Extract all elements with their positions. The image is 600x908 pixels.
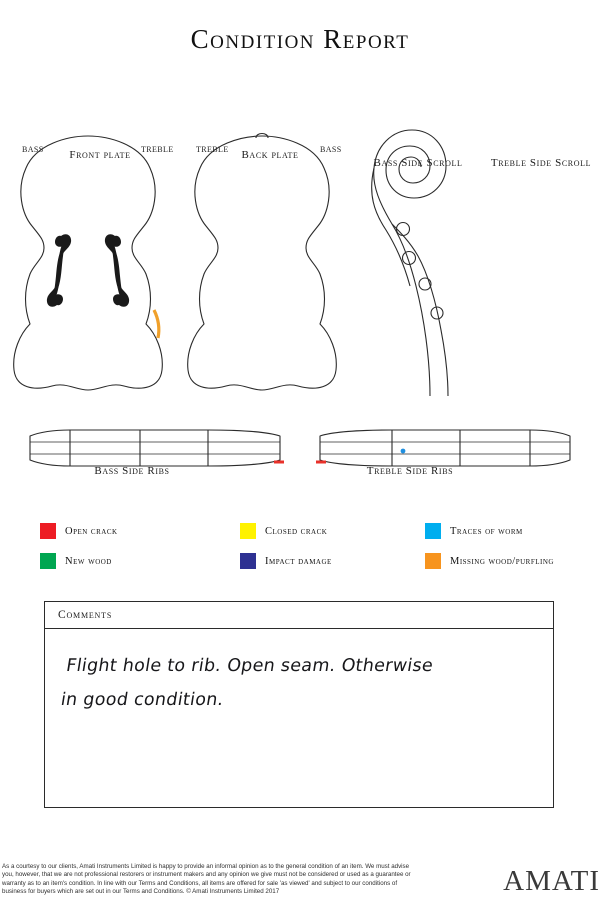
front-plate-f-holes	[47, 234, 129, 307]
impact-damage-label: Impact damage	[265, 555, 332, 567]
comments-body[interactable]	[45, 629, 553, 737]
legend-item-traces-of-worm	[425, 523, 585, 539]
traces-of-worm-swatch	[425, 523, 441, 539]
front-plate-missing-wood-mark	[154, 310, 159, 338]
bass-side-scroll-outline	[372, 130, 448, 396]
legend-row	[40, 523, 585, 539]
closed-crack-label: Closed crack	[265, 525, 328, 537]
label-bass-side-scroll: Bass Side Scroll	[373, 157, 463, 170]
amati-logo: AMATI	[503, 865, 600, 898]
front-plate-outline	[14, 136, 163, 390]
page-title: Condition Report	[190, 24, 410, 55]
legend-item-new-wood	[40, 553, 240, 569]
footer-disclaimer: As a courtesy to our clients, Amati Instruments Limited is happy to provide an informal opinion as to the general condition of an item. We must advise you, however, that we are not professional restorers or instrument makers and any opinion we give must not be considered or used as a guarantee or warranty as to an item's condition. In line with our Terms and Conditions, all items are offered for sale 'as viewed' and subject to our conditions of business for buyers which are set out in our Terms and Conditions. © Amati Instruments Limited 2017	[2, 863, 411, 896]
back-plate-treble-tag: TREBLE	[196, 145, 229, 155]
back-plate-outline	[188, 134, 337, 391]
missing-wood-purfling-swatch	[425, 553, 441, 569]
label-bass-side-ribs: Bass Side Ribs	[94, 465, 170, 478]
closed-crack-swatch	[240, 523, 256, 539]
treble-ribs-worm-mark	[401, 449, 406, 454]
back-plate-bass-tag: BASS	[320, 145, 342, 155]
label-back-plate: Back plate	[241, 149, 299, 162]
comments-text: Flight hole to rib. Open seam. Otherwise in good condition.	[59, 656, 435, 711]
new-wood-swatch	[40, 553, 56, 569]
condition-report-page	[0, 18, 600, 908]
legend	[40, 523, 585, 583]
comments-box[interactable]	[44, 601, 554, 808]
open-crack-label: Open crack	[65, 525, 118, 537]
legend-item-closed-crack	[240, 523, 425, 539]
label-treble-side-ribs: Treble Side Ribs	[366, 465, 454, 478]
front-plate-treble-tag: TREBLE	[141, 145, 174, 155]
bass-side-ribs-outline	[30, 430, 280, 466]
legend-item-missing-wood-purfling	[425, 553, 585, 569]
treble-side-ribs-outline	[320, 430, 570, 466]
new-wood-label: New wood	[65, 555, 112, 567]
open-crack-swatch	[40, 523, 56, 539]
front-plate-bass-tag: BASS	[22, 145, 44, 155]
legend-row	[40, 553, 585, 569]
label-front-plate: Front plate	[69, 149, 131, 162]
missing-wood-purfling-label: Missing wood/purfling	[450, 555, 554, 567]
label-treble-side-scroll: Treble Side Scroll	[490, 157, 592, 170]
legend-item-impact-damage	[240, 553, 425, 569]
legend-item-open-crack	[40, 523, 240, 539]
instrument-diagrams	[0, 18, 600, 518]
traces-of-worm-label: Traces of worm	[450, 525, 523, 537]
comments-header: Comments	[45, 602, 553, 629]
impact-damage-swatch	[240, 553, 256, 569]
